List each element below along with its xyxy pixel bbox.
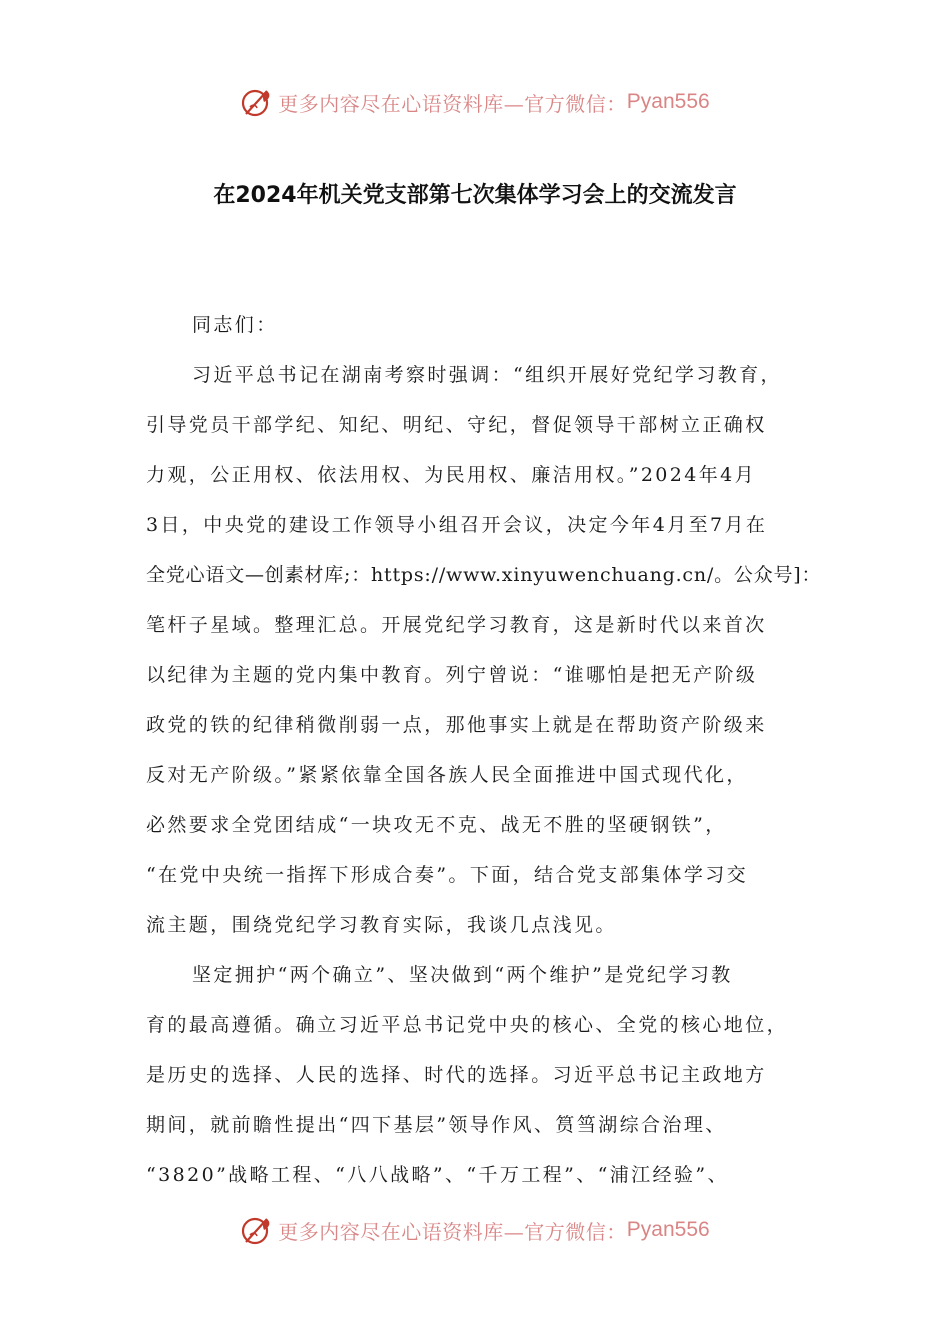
text-line: “3820”战略工程、“八八战略”、“千万工程”、“浦江经验”、 (146, 1164, 729, 1186)
paragraph-2 (146, 950, 826, 1200)
text-line: 政党的铁的纪律稍微削弱一点，那他事实上就是在帮助资产阶级来 (146, 714, 767, 736)
text-line: 全党心语文—创素材库;：https://www.xinyuwenchuang.cn/。公众号]： (146, 564, 822, 586)
watermark-text: 更多内容尽在心语资料库—官方微信： (278, 1219, 627, 1244)
paragraph-1 (146, 350, 826, 950)
text-line: 反对无产阶级。”紧紧依靠全国各族人民全面推进中国式现代化， (146, 764, 748, 786)
text-line: 以纪律为主题的党内集中教育。列宁曾说：“谁哪怕是把无产阶级 (146, 664, 758, 686)
text-line: 期间，就前瞻性提出“四下基层”领导作风、筼筜湖综合治理、 (146, 1114, 727, 1136)
text-line: 流主题，围绕党纪学习教育实际，我谈几点浅见。 (146, 914, 617, 936)
text-line: 力观，公正用权、依法用权、为民用权、廉洁用权。”2024年4月 (146, 464, 757, 486)
wechat-id: Pyan556 (626, 90, 710, 113)
text-line: 育的最高遵循。确立习近平总书记党中央的核心、全党的核心地位， (146, 1014, 789, 1036)
text-line: 引导党员干部学纪、知纪、明纪、守纪，督促领导干部树立正确权 (146, 414, 767, 436)
text-line: 必然要求全党团结成“一块攻无不克、战无不胜的坚硬钢铁”， (146, 814, 727, 836)
text-line: 习近平总书记在湖南考察时强调：“组织开展好党纪学习教育， (192, 364, 782, 386)
salutation: 同志们： (192, 314, 278, 336)
document-title: 在2024年机关党支部第七次集体学习会上的交流发言 (213, 183, 737, 208)
text-line: 笔杆子星域。整理汇总。开展党纪学习教育，这是新时代以来首次 (146, 614, 767, 636)
quill-logo-icon (240, 1213, 274, 1247)
header-watermark (0, 82, 950, 122)
watermark-text: 更多内容尽在心语资料库—官方微信： (278, 91, 627, 116)
footer-watermark (0, 1210, 950, 1250)
wechat-id: Pyan556 (626, 1218, 710, 1241)
quill-logo-icon (240, 85, 274, 119)
text-line: “在党中央统一指挥下形成合奏”。下面，结合党支部集体学习交 (146, 864, 749, 886)
text-line: 坚定拥护“两个确立”、坚决做到“两个维护”是党纪学习教 (192, 964, 733, 986)
text-line: 3日，中央党的建设工作领导小组召开会议，决定今年4月至7月在 (146, 514, 768, 536)
text-line: 是历史的选择、人民的选择、时代的选择。习近平总书记主政地方 (146, 1064, 767, 1086)
document-body (146, 300, 826, 1200)
